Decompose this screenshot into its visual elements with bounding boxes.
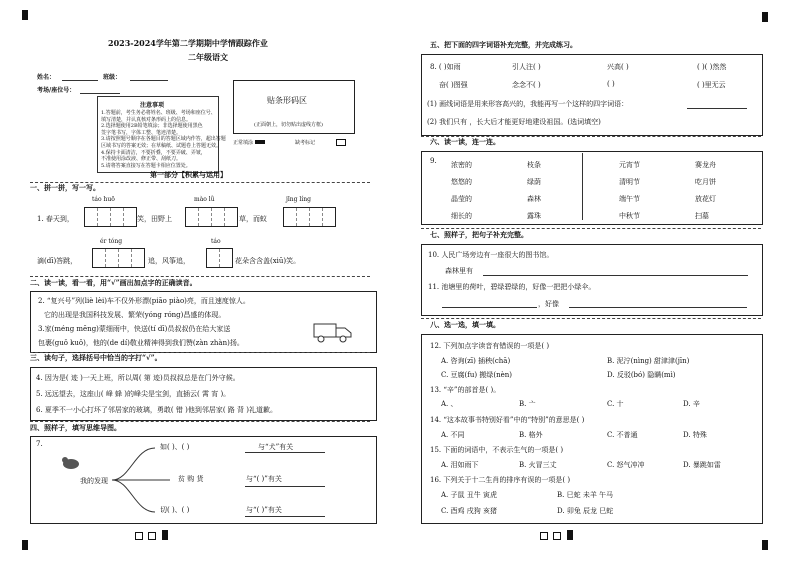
notice-box — [97, 96, 226, 173]
pinyin-5: táo — [211, 238, 221, 245]
page-mark — [135, 532, 143, 540]
q12-opt-b[interactable]: B. 泥泞(nìng) 甜津津(jīn) — [607, 357, 690, 365]
s2-line2: 它的出现是我国科技发展、繁荣(yóng róng)昌盛的体现。 — [44, 311, 226, 319]
section2-title: 二、读一读，看一看，用“√”画出加点字的正确读音。 — [30, 278, 197, 287]
q8-sub2: (2) 我们只有 ，长大后才能更好地建设祖国。(选词填空) — [427, 118, 601, 126]
q10-answer-line[interactable] — [483, 275, 748, 276]
s3-line3: 6. 夏季不一小心打坏了邻居家的玻璃，勇敢( 错 )他到邻居家( 路 背 )礼道歉。 — [36, 406, 277, 414]
q8-f: 念念不( ) — [512, 81, 541, 89]
write-grid-1[interactable] — [84, 207, 137, 227]
line2-a: 滴(dī)答跳， — [37, 257, 78, 265]
q15-opt-a[interactable]: A. 泪如雨下 — [441, 461, 479, 469]
match-col-3: 元宵节 清明节 端午节 中秋节 — [619, 161, 640, 220]
q14-opt-d[interactable]: D. 特殊 — [683, 431, 707, 439]
normal-fill-sample — [255, 140, 265, 144]
q8-b: 引人注( ) — [512, 63, 541, 71]
q11-prompt: ，好像 — [538, 300, 559, 308]
q8-c: 兴高( ) — [607, 63, 629, 71]
pinyin-1: táo huō — [92, 196, 115, 203]
pinyin-2: mào lǜ — [194, 196, 215, 203]
name-field[interactable] — [62, 80, 98, 81]
q13-opt-a[interactable]: A. 、 — [441, 400, 458, 408]
notice-title: 注意事项 — [140, 102, 165, 109]
q8-g: ( ) — [607, 80, 615, 88]
seat-field[interactable] — [80, 93, 120, 94]
page-mark — [162, 530, 168, 540]
q8-sub1: (1) 画线词语是用来形容高兴的，我能再写一个这样的四字词语： — [427, 100, 629, 108]
seat-label: 考场/座位号： — [37, 87, 76, 94]
page-mark — [567, 530, 573, 540]
delivery-truck-icon — [312, 318, 354, 344]
q10-prompt: 森林里有 — [445, 267, 473, 275]
page-mark — [148, 532, 156, 540]
q14-opt-b[interactable]: B. 格外 — [519, 431, 543, 439]
match-col-4: 赛龙舟 吃月饼 放花灯 扫墓 — [695, 161, 716, 220]
q15-opt-b[interactable]: B. 火冒三丈 — [519, 461, 557, 469]
q12: 12. 下列加点字读音有错误的一项是( ) — [430, 342, 550, 350]
dog-icon — [60, 455, 82, 471]
section7-title: 七、照样子，把句子补充完整。 — [430, 230, 528, 239]
q11-answer-line-2[interactable] — [569, 307, 747, 308]
mindmap-branch-3-rel: 与“( )”有关 — [246, 506, 282, 514]
exam-subtitle: 二年级语文 — [188, 52, 228, 62]
q13-opt-c[interactable]: C. 十 — [607, 400, 624, 408]
notice-text: 1.答题前，考生务必将姓名、班级、考场和座位号、 填写清楚，并认真核对条形码上的信息。 2.选择题使用2B铅笔填涂；非选择题使用黑色 签字笔书写，字体工整、笔迹清楚。 3.请按照题号顺序在各题目的答题区域内作答，超出答题 区域书写的答案无效；在草稿纸、试题卷上答题无效。 4.保持卡面清洁，不要折叠，不要弄破、弄皱， 不准使用涂改液、修正带、刮纸刀。 5.请将答案直接写在答题卡相应位置处。 — [101, 110, 226, 169]
write-grid-5[interactable] — [206, 248, 233, 268]
q16-opt-a[interactable]: A. 子鼠 丑牛 寅虎 — [441, 491, 497, 499]
q14-opt-c[interactable]: C. 不普通 — [607, 431, 638, 439]
name-label: 姓名： — [37, 74, 56, 81]
corner-mark — [762, 540, 768, 550]
s3-line1: 4. 因为是( 迹 )一天上班，所以周( 第 迹)员叔叔总是在门外守候。 — [36, 374, 240, 382]
q13-opt-b[interactable]: B. 亠 — [519, 400, 536, 408]
barcode-label: 贴条形码区 — [267, 96, 307, 105]
section4-title: 四、照样子，填写思维导图。 — [30, 423, 121, 432]
q14: 14. “这本故事书特别好看”中的“特别”的意思是( ) — [430, 416, 585, 424]
part1-title: 第一部分【积累与运用】 — [150, 170, 227, 179]
q14-opt-a[interactable]: A. 不同 — [441, 431, 465, 439]
q12-opt-c[interactable]: C. 豆腐(fu) 搬绿(nèn) — [441, 371, 512, 379]
q8-a: 8. ( )如雨 — [430, 63, 461, 71]
mindmap-center: 贫 购 货 — [178, 475, 204, 483]
q16-opt-c[interactable]: C. 酉鸡 戌狗 亥猪 — [441, 507, 498, 515]
q9-number: 9. — [430, 157, 437, 165]
missing-label: 缺考标记 — [295, 140, 316, 146]
corner-mark — [22, 540, 28, 550]
write-grid-3[interactable] — [283, 207, 336, 227]
mindmap-branch-2-rel: 与“( )”有关 — [246, 475, 282, 483]
class-field[interactable] — [130, 80, 168, 81]
section6-title: 六、读一读，连一连。 — [430, 137, 500, 146]
normal-fill-label: 正常填涂 — [233, 140, 254, 146]
s3-line2: 5. 远远望去，这座山( 峰 蜂 )的峰尖是宝剑，直插云( 霄 宵 )。 — [36, 390, 231, 398]
section3-title: 三、读句子，选择括号中恰当的字打“√”。 — [30, 353, 162, 362]
mindmap-branch-1-rel: 与“犬”有关 — [258, 443, 294, 451]
mindmap-branch-1: 如( )、( ) — [160, 443, 190, 451]
line1-a: 1. 春天到， — [37, 215, 74, 223]
mindmap-branch-3: 切( )、( ) — [160, 506, 190, 514]
q8-e: 奋( )图强 — [439, 81, 468, 89]
q13: 13. “辛”的部首是( )。 — [430, 386, 501, 394]
line2-b: 追，风筝追， — [148, 257, 190, 265]
exam-title: 2023-2024学年第二学期期中学情跟踪作业 — [108, 38, 268, 48]
q16-opt-d[interactable]: D. 卯兔 辰龙 巳蛇 — [557, 507, 614, 515]
page-mark — [553, 532, 561, 540]
match-col-1: 浓密的 悠悠的 晶莹的 细长的 — [451, 161, 472, 220]
q11-answer-line-1[interactable] — [442, 307, 537, 308]
q11: 11. 池塘里的荷叶，碧绿碧绿的，好像一把把小绿伞。 — [428, 283, 596, 291]
section1-title: 一、拼一拼，写一写。 — [30, 183, 100, 192]
q7-number: 7. — [36, 440, 43, 448]
q8-d: ( )( )然然 — [697, 63, 727, 71]
barcode-hint: (正面朝上，切勿贴出虚线方框) — [254, 122, 323, 128]
q13-opt-d[interactable]: D. 辛 — [683, 400, 700, 408]
missing-checkbox[interactable] — [336, 139, 346, 146]
q10: 10. 人民广场旁边有一座很大的图书馆。 — [428, 251, 554, 259]
match-col-2: 枝条 绿荫 森林 露珠 — [527, 161, 541, 220]
q15-opt-d[interactable]: D. 暴跳如雷 — [683, 461, 721, 469]
s2-line4: 包裹(guǒ kuǒ)，他的(de dí)敬业精神得到我们赞(zàn zhàn)扬。 — [38, 339, 244, 347]
corner-mark — [762, 12, 768, 22]
section5-title: 五、把下面的四字词语补充完整，并完成练习。 — [430, 40, 577, 49]
write-grid-2[interactable] — [185, 207, 238, 227]
line2-c: 花朵含含盖(xiū)笑。 — [235, 257, 301, 265]
class-label: 班级： — [103, 74, 122, 81]
s2-line3: 3.家(méng mēng)蒙细雨中，快送(tí dī)员叔叔仍在给大家送 — [38, 325, 231, 333]
barcode-area — [233, 80, 355, 134]
q8-sub1-answer[interactable] — [687, 108, 747, 109]
pinyin-4: ér tóng — [100, 238, 123, 245]
line1-c: 草，而蚁 — [239, 215, 267, 223]
page-mark — [540, 532, 548, 540]
section8-title: 八、选一选，填一填。 — [430, 320, 500, 329]
q15: 15. 下面的词语中，不表示生气的一项是( ) — [430, 446, 564, 454]
right-page — [397, 0, 794, 561]
corner-mark — [22, 10, 28, 20]
q12-opt-a[interactable]: A. 咨询(zī) 插秧(chā) — [441, 357, 511, 365]
q16: 16. 下列关于十二生肖的排序有误的一项是( ) — [430, 476, 571, 484]
q15-opt-c[interactable]: C. 怒气冲冲 — [607, 461, 645, 469]
s2-line1: 2. “复兴号”列(liè lèi)车不仅外形漂(piāo piào)亮，而且速度惊人。 — [38, 297, 250, 305]
line1-b: 笑，田野上 — [137, 215, 172, 223]
q8-h: ( )里无云 — [697, 81, 726, 89]
write-grid-4[interactable] — [92, 248, 145, 268]
pinyin-3: jīng líng — [286, 196, 311, 203]
q12-opt-d[interactable]: D. 反驳(bó) 隐瞒(mì) — [607, 371, 676, 379]
mindmap-root: 我的发现 — [80, 477, 108, 485]
q16-opt-b[interactable]: B. 巳蛇 未羊 午马 — [557, 491, 614, 499]
